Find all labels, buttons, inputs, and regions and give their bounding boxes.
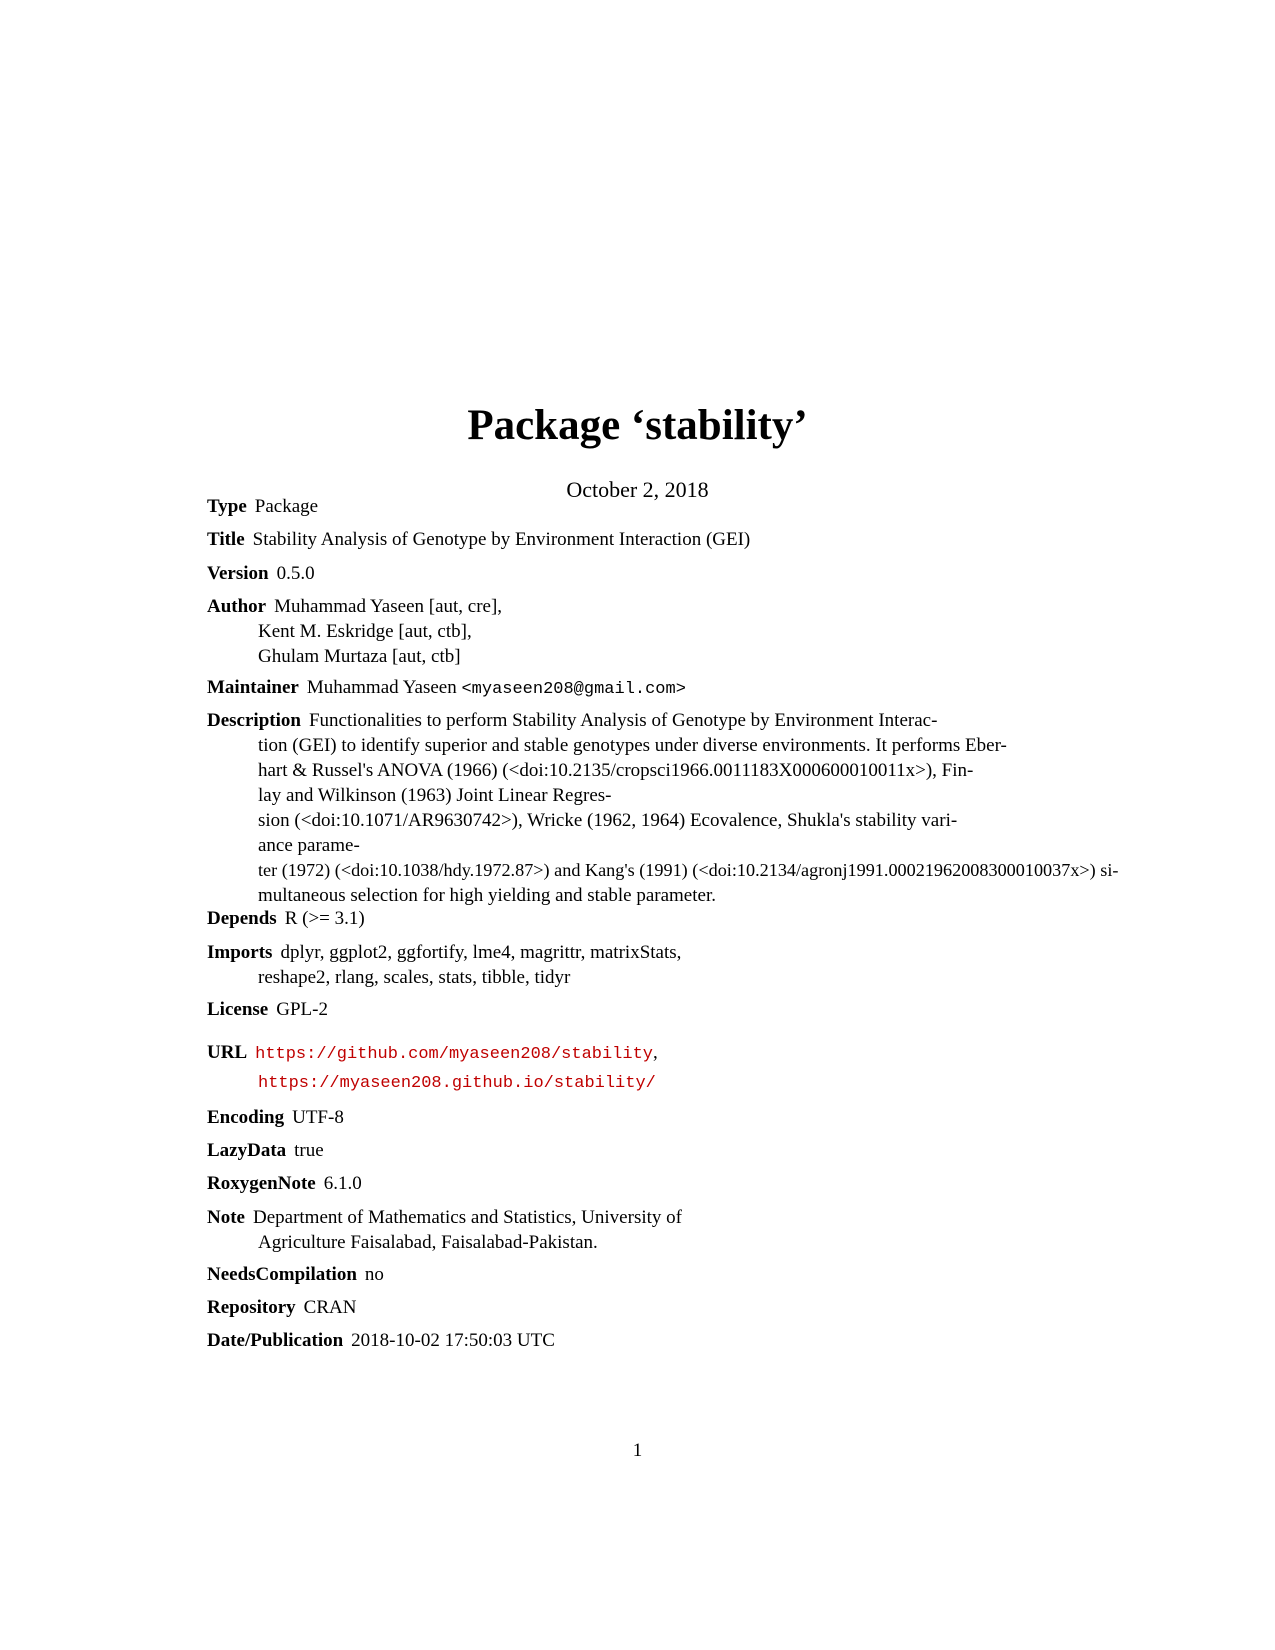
field-url-continued [207,1071,656,1096]
description-line: tion (GEI) to identify superior and stable genotypes under diverse environments. It performs Eber- [258,735,1007,756]
field-imports [207,940,681,990]
field-description [207,708,1118,908]
field-value: R (>= 3.1) [284,908,365,929]
field-value: Agriculture Faisalabad, Faisalabad-Pakistan. [258,1232,598,1253]
description-line: hart & Russel's ANOVA (1966) (<doi:10.2135/cropsci1966.0011183X000600010011x>), Fin- [258,760,974,781]
field-value: Package [254,496,319,517]
field-value: Department of Mathematics and Statistics, University of [252,1207,682,1228]
field-needscompilation [207,1262,384,1287]
field-value: GPL-2 [276,999,328,1020]
field-author [207,594,502,669]
description-line: multaneous selection for high yielding and stable parameter. [258,885,716,906]
field-value: Kent M. Eskridge [aut, ctb], [258,621,472,642]
field-value: Stability Analysis of Genotype by Environment Interaction (GEI) [252,529,751,550]
field-value: 6.1.0 [323,1173,362,1194]
description-line: ance parame- [258,835,360,856]
field-label: Encoding [207,1107,285,1128]
field-label: Maintainer [207,677,299,698]
field-value: CRAN [303,1297,357,1318]
field-version [207,561,315,586]
field-url [207,1040,658,1067]
description-line: Functionalities to perform Stability Analysis of Genotype by Environment Interac- [308,710,938,731]
field-label: RoxygenNote [207,1173,316,1194]
field-label: URL [207,1042,248,1063]
field-note [207,1205,682,1255]
field-type [207,494,318,519]
field-value: 2018-10-02 17:50:03 UTC [351,1330,555,1351]
field-value: true [294,1140,324,1161]
field-title [207,527,750,552]
field-label: License [207,999,269,1020]
maintainer-email: <myaseen208@gmail.com> [461,680,686,699]
field-label: Depends [207,908,277,929]
field-label: Date/Publication [207,1330,344,1351]
field-label: Type [207,496,247,517]
field-value: 0.5.0 [276,563,315,584]
field-value: UTF-8 [292,1107,344,1128]
field-value: Muhammad Yaseen [aut, cre], [274,596,503,617]
url-separator: , [653,1042,658,1063]
field-label: Note [207,1207,245,1228]
field-value: reshape2, rlang, scales, stats, tibble, tidyr [258,967,571,988]
page-title: Package ‘stability’ [467,402,808,449]
field-label: LazyData [207,1140,287,1161]
field-maintainer [207,675,686,702]
description-line: ter (1972) (<doi:10.1038/hdy.1972.87>) and Kang's (1991) (<doi:10.2134/agronj1991.00021962008300010037x>) si- [258,860,1119,880]
field-datepublication [207,1328,555,1353]
field-label: Author [207,596,267,617]
field-value: Ghulam Murtaza [aut, ctb] [258,646,461,667]
field-value: no [364,1264,384,1285]
field-value: dplyr, ggplot2, ggfortify, lme4, magrittr, matrixStats, [280,942,682,963]
field-repository [207,1295,356,1320]
publish-date: October 2, 2018 [566,477,709,502]
field-depends [207,906,365,931]
page-number: 1 [632,1440,643,1461]
maintainer-name: Muhammad Yaseen [306,677,457,698]
field-label: Version [207,563,269,584]
field-license [207,997,328,1022]
field-label: Title [207,529,245,550]
field-encoding [207,1105,344,1130]
field-lazydata [207,1138,324,1163]
field-label: Repository [207,1297,296,1318]
description-line: lay and Wilkinson (1963) Joint Linear Regres- [258,785,612,806]
description-line: sion (<doi:10.1071/AR9630742>), Wricke (1962, 1964) Ecovalence, Shukla's stability vari- [258,810,958,831]
field-roxygennote [207,1171,362,1196]
url-link-github[interactable]: https://github.com/myaseen208/stability [255,1045,653,1064]
url-link-pages[interactable]: https://myaseen208.github.io/stability/ [258,1074,656,1093]
field-label: Imports [207,942,273,963]
field-label: Description [207,710,301,731]
field-label: NeedsCompilation [207,1264,357,1285]
